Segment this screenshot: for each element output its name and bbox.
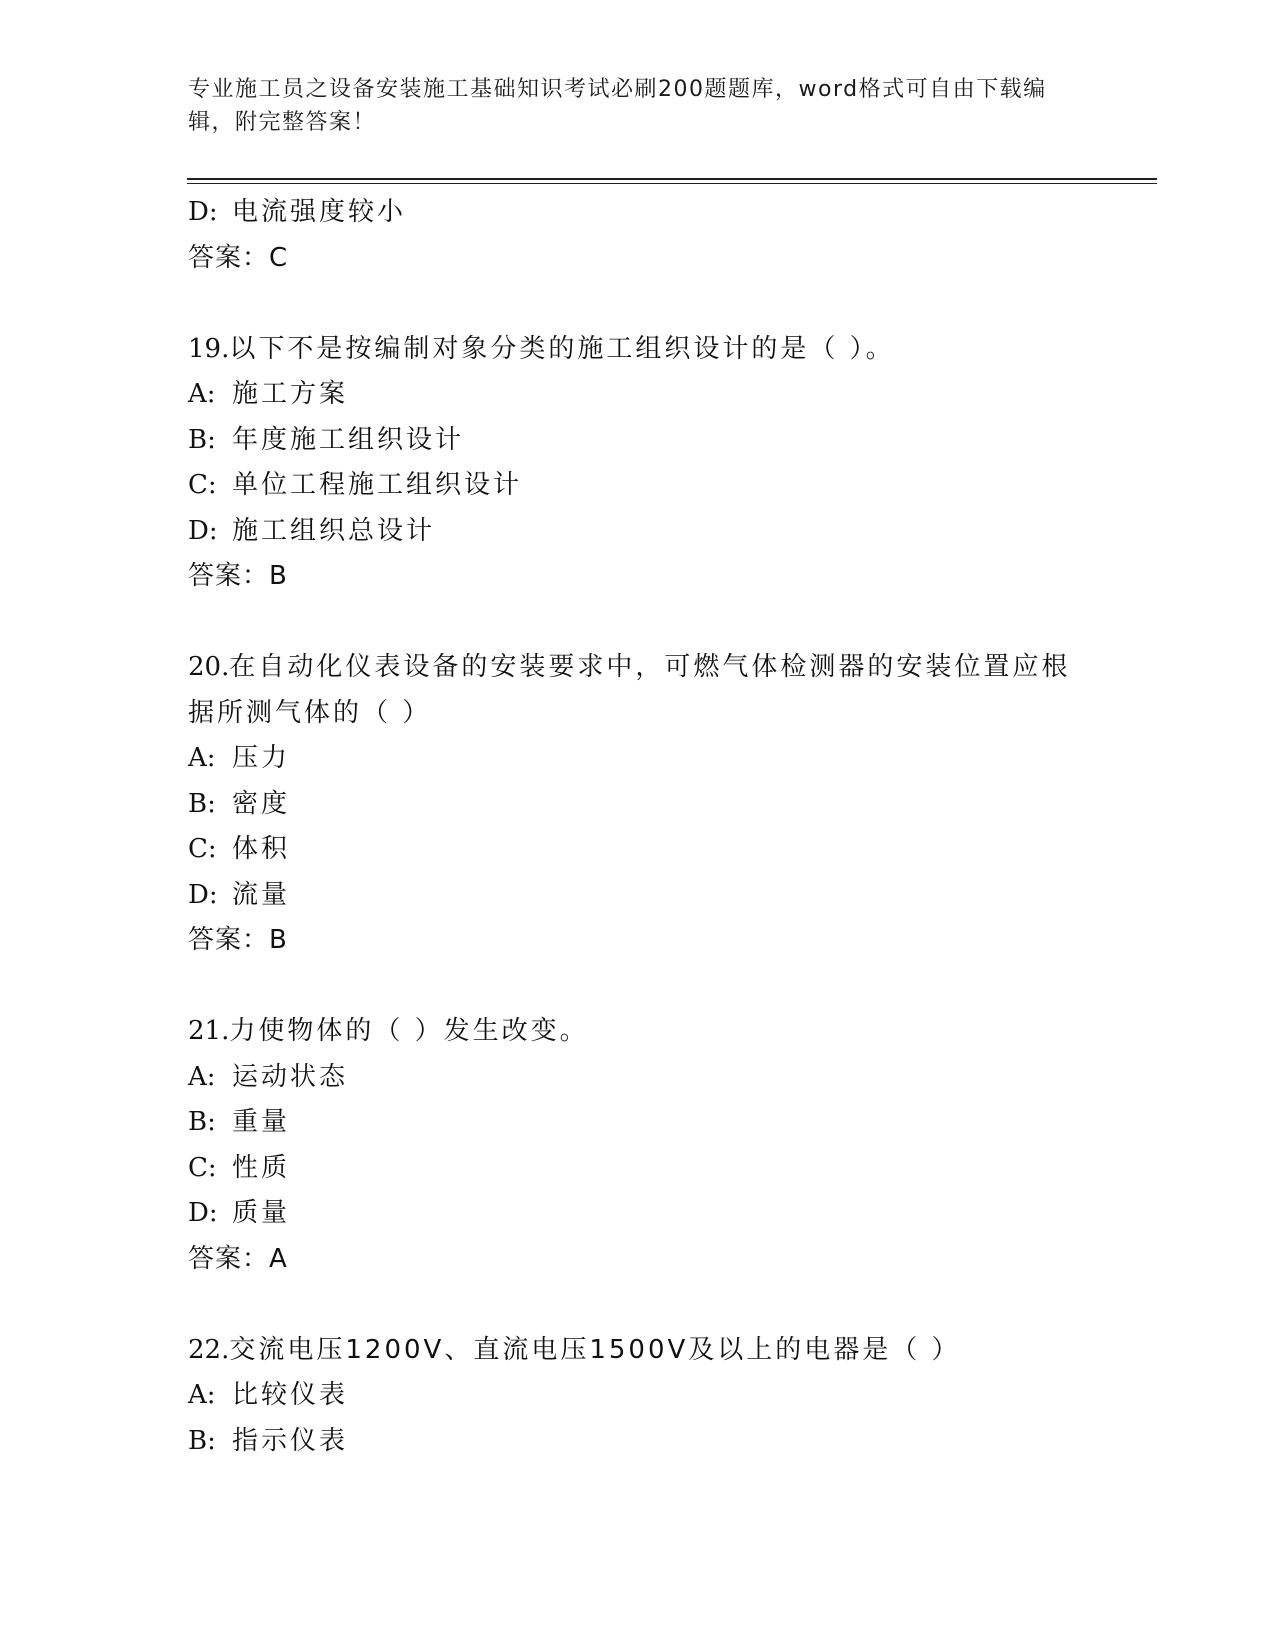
- option-c: [188, 1146, 1088, 1192]
- option-key: C:: [188, 834, 217, 864]
- option-text: 施工方案: [232, 379, 349, 409]
- spacer: [188, 964, 1088, 1010]
- option-key: A:: [188, 379, 216, 409]
- option-key: D:: [188, 197, 218, 227]
- option-key: A:: [188, 1061, 216, 1092]
- option-text: 运动状态: [232, 1061, 349, 1092]
- question-number: 19.: [188, 333, 230, 364]
- option-text: 施工组织总设计: [232, 515, 436, 546]
- option-key: B:: [188, 424, 216, 455]
- question-text: 在自动化仪表设备的安装要求中，可燃气体检测器的安装位置应根: [229, 652, 1071, 682]
- option-text: 密度: [232, 788, 291, 819]
- option-d: [188, 873, 1088, 919]
- option-key: B:: [188, 1107, 216, 1137]
- question-text: 交流电压1200V、直流电压1500V及以上的电器是（ ）: [229, 1334, 961, 1365]
- option-b: [188, 782, 1088, 828]
- question-20-continued: [188, 691, 1088, 737]
- option-key: B:: [188, 1425, 216, 1456]
- option-c: [188, 463, 1088, 509]
- question-20: [188, 645, 1088, 691]
- option-key: A:: [188, 1380, 216, 1410]
- option-a: [188, 1373, 1088, 1419]
- option-b: [188, 1100, 1088, 1146]
- option-text: 压力: [232, 743, 291, 773]
- option-key: B:: [188, 788, 216, 819]
- option-text: 性质: [232, 1152, 291, 1183]
- option-text: 电流强度较小: [232, 197, 407, 227]
- option-key: C:: [188, 470, 217, 500]
- answer-line: 答案：B: [188, 925, 288, 955]
- option-a: [188, 736, 1088, 782]
- option-text: 体积: [232, 834, 291, 864]
- option-a: [188, 372, 1088, 418]
- answer-line: 答案：A: [188, 1243, 288, 1274]
- page-header-title: 专业施工员之设备安装施工基础知识考试必刷200题题库，word格式可自由下载编辑，附完整答案！: [188, 77, 1047, 135]
- option-text: 单位工程施工组织设计: [232, 470, 523, 500]
- question-21: [188, 1009, 1088, 1055]
- option-d: [188, 509, 1088, 555]
- option-text: 指示仪表: [232, 1425, 349, 1456]
- option-a: [188, 1055, 1088, 1101]
- option-key: D:: [188, 879, 218, 910]
- option-key: A:: [188, 743, 216, 773]
- question-19: [188, 327, 1088, 373]
- question-number: 20.: [188, 652, 230, 682]
- spacer: [188, 1282, 1088, 1328]
- option-text: 流量: [232, 879, 291, 910]
- option-text: 比较仪表: [232, 1380, 349, 1410]
- header-divider-thin: [187, 183, 1157, 184]
- question-number: 22.: [188, 1334, 230, 1365]
- option-d: [188, 190, 1088, 236]
- option-key: D:: [188, 1198, 218, 1228]
- header-divider-thick: [187, 178, 1157, 180]
- option-b: [188, 1419, 1088, 1465]
- option-b: [188, 418, 1088, 464]
- question-text: 以下不是按编制对象分类的施工组织设计的是（ ）。: [229, 333, 895, 364]
- question-text: 力使物体的（ ）发生改变。: [229, 1016, 589, 1046]
- option-text: 质量: [232, 1198, 291, 1228]
- answer-line: 答案：C: [188, 242, 289, 273]
- option-text: 重量: [232, 1107, 291, 1137]
- option-c: [188, 827, 1088, 873]
- question-number: 21.: [188, 1016, 230, 1046]
- spacer: [188, 600, 1088, 646]
- answer-line: 答案：B: [188, 561, 288, 591]
- spacer: [188, 281, 1088, 327]
- option-key: C:: [188, 1152, 217, 1183]
- question-22: [188, 1328, 1088, 1374]
- option-d: [188, 1191, 1088, 1237]
- option-text: 年度施工组织设计: [232, 424, 465, 455]
- question-content: [188, 190, 1088, 1464]
- option-key: D:: [188, 515, 218, 546]
- question-text: 据所测气体的（ ）: [188, 697, 432, 728]
